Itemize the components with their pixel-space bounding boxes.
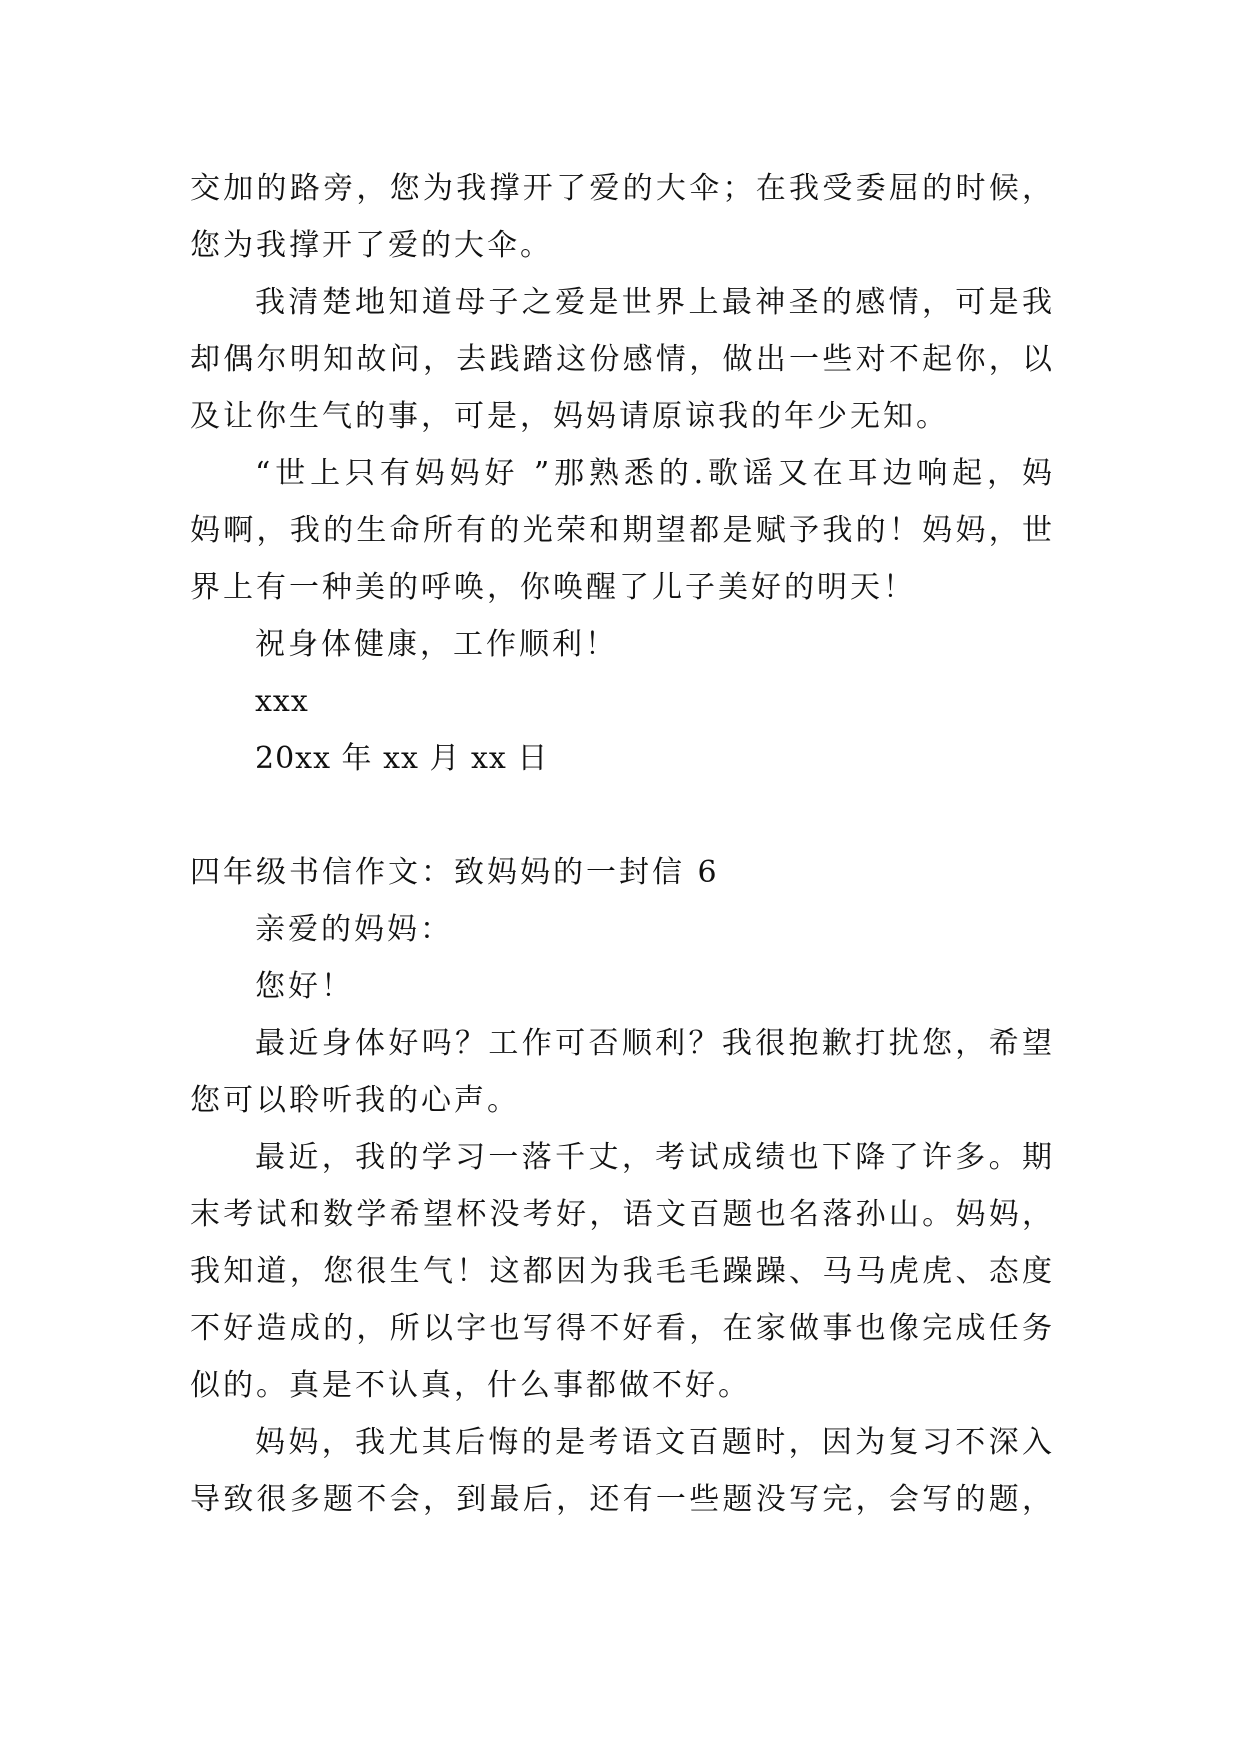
date-line: 20xx 年 xx 月 xx 日 [255, 741, 549, 776]
text-line: 似的。真是不认真，什么事都做不好。 [190, 1368, 751, 1403]
text-line: 及让你生气的事，可是，妈妈请原谅我的年少无知。 [190, 399, 949, 434]
greeting: 您好！ [255, 969, 354, 1004]
closing-wish: 祝身体健康，工作顺利！ [255, 627, 618, 662]
section-title: 四年级书信作文：致妈妈的一封信 6 [190, 855, 720, 890]
text-line: 妈妈，我尤其后悔的是考语文百题时，因为复习不深入 [255, 1425, 1052, 1460]
text-line: “世上只有妈妈好 ”那熟悉的.歌谣又在耳边响起，妈 [255, 456, 1052, 491]
text-line: 却偶尔明知故问，去践踏这份感情，做出一些对不起你，以 [190, 342, 1052, 377]
text-line: 界上有一种美的呼唤，你唤醒了儿子美好的明天！ [190, 570, 916, 605]
text-line: 您为我撑开了爱的大伞。 [190, 228, 553, 263]
text-line: 交加的路旁，您为我撑开了爱的大伞；在我受委屈的时候， [190, 171, 1052, 206]
text-line: 导致很多题不会，到最后，还有一些题没写完，会写的题， [190, 1482, 1052, 1517]
signature: xxx [255, 684, 309, 719]
salutation: 亲爱的妈妈： [255, 912, 453, 947]
text-line: 末考试和数学希望杯没考好，语文百题也名落孙山。妈妈， [190, 1197, 1052, 1232]
text-line: 不好造成的，所以字也写得不好看，在家做事也像完成任务 [190, 1311, 1052, 1346]
text-line: 妈啊，我的生命所有的光荣和期望都是赋予我的！妈妈，世 [190, 513, 1052, 548]
text-line: 最近，我的学习一落千丈，考试成绩也下降了许多。期 [255, 1140, 1052, 1175]
text-line: 最近身体好吗？工作可否顺利？我很抱歉打扰您，希望 [255, 1026, 1052, 1061]
text-line: 我清楚地知道母子之爱是世界上最神圣的感情，可是我 [255, 285, 1052, 320]
text-line: 您可以聆听我的心声。 [190, 1083, 520, 1118]
text-line: 我知道，您很生气！这都因为我毛毛躁躁、马马虎虎、态度 [190, 1254, 1052, 1289]
